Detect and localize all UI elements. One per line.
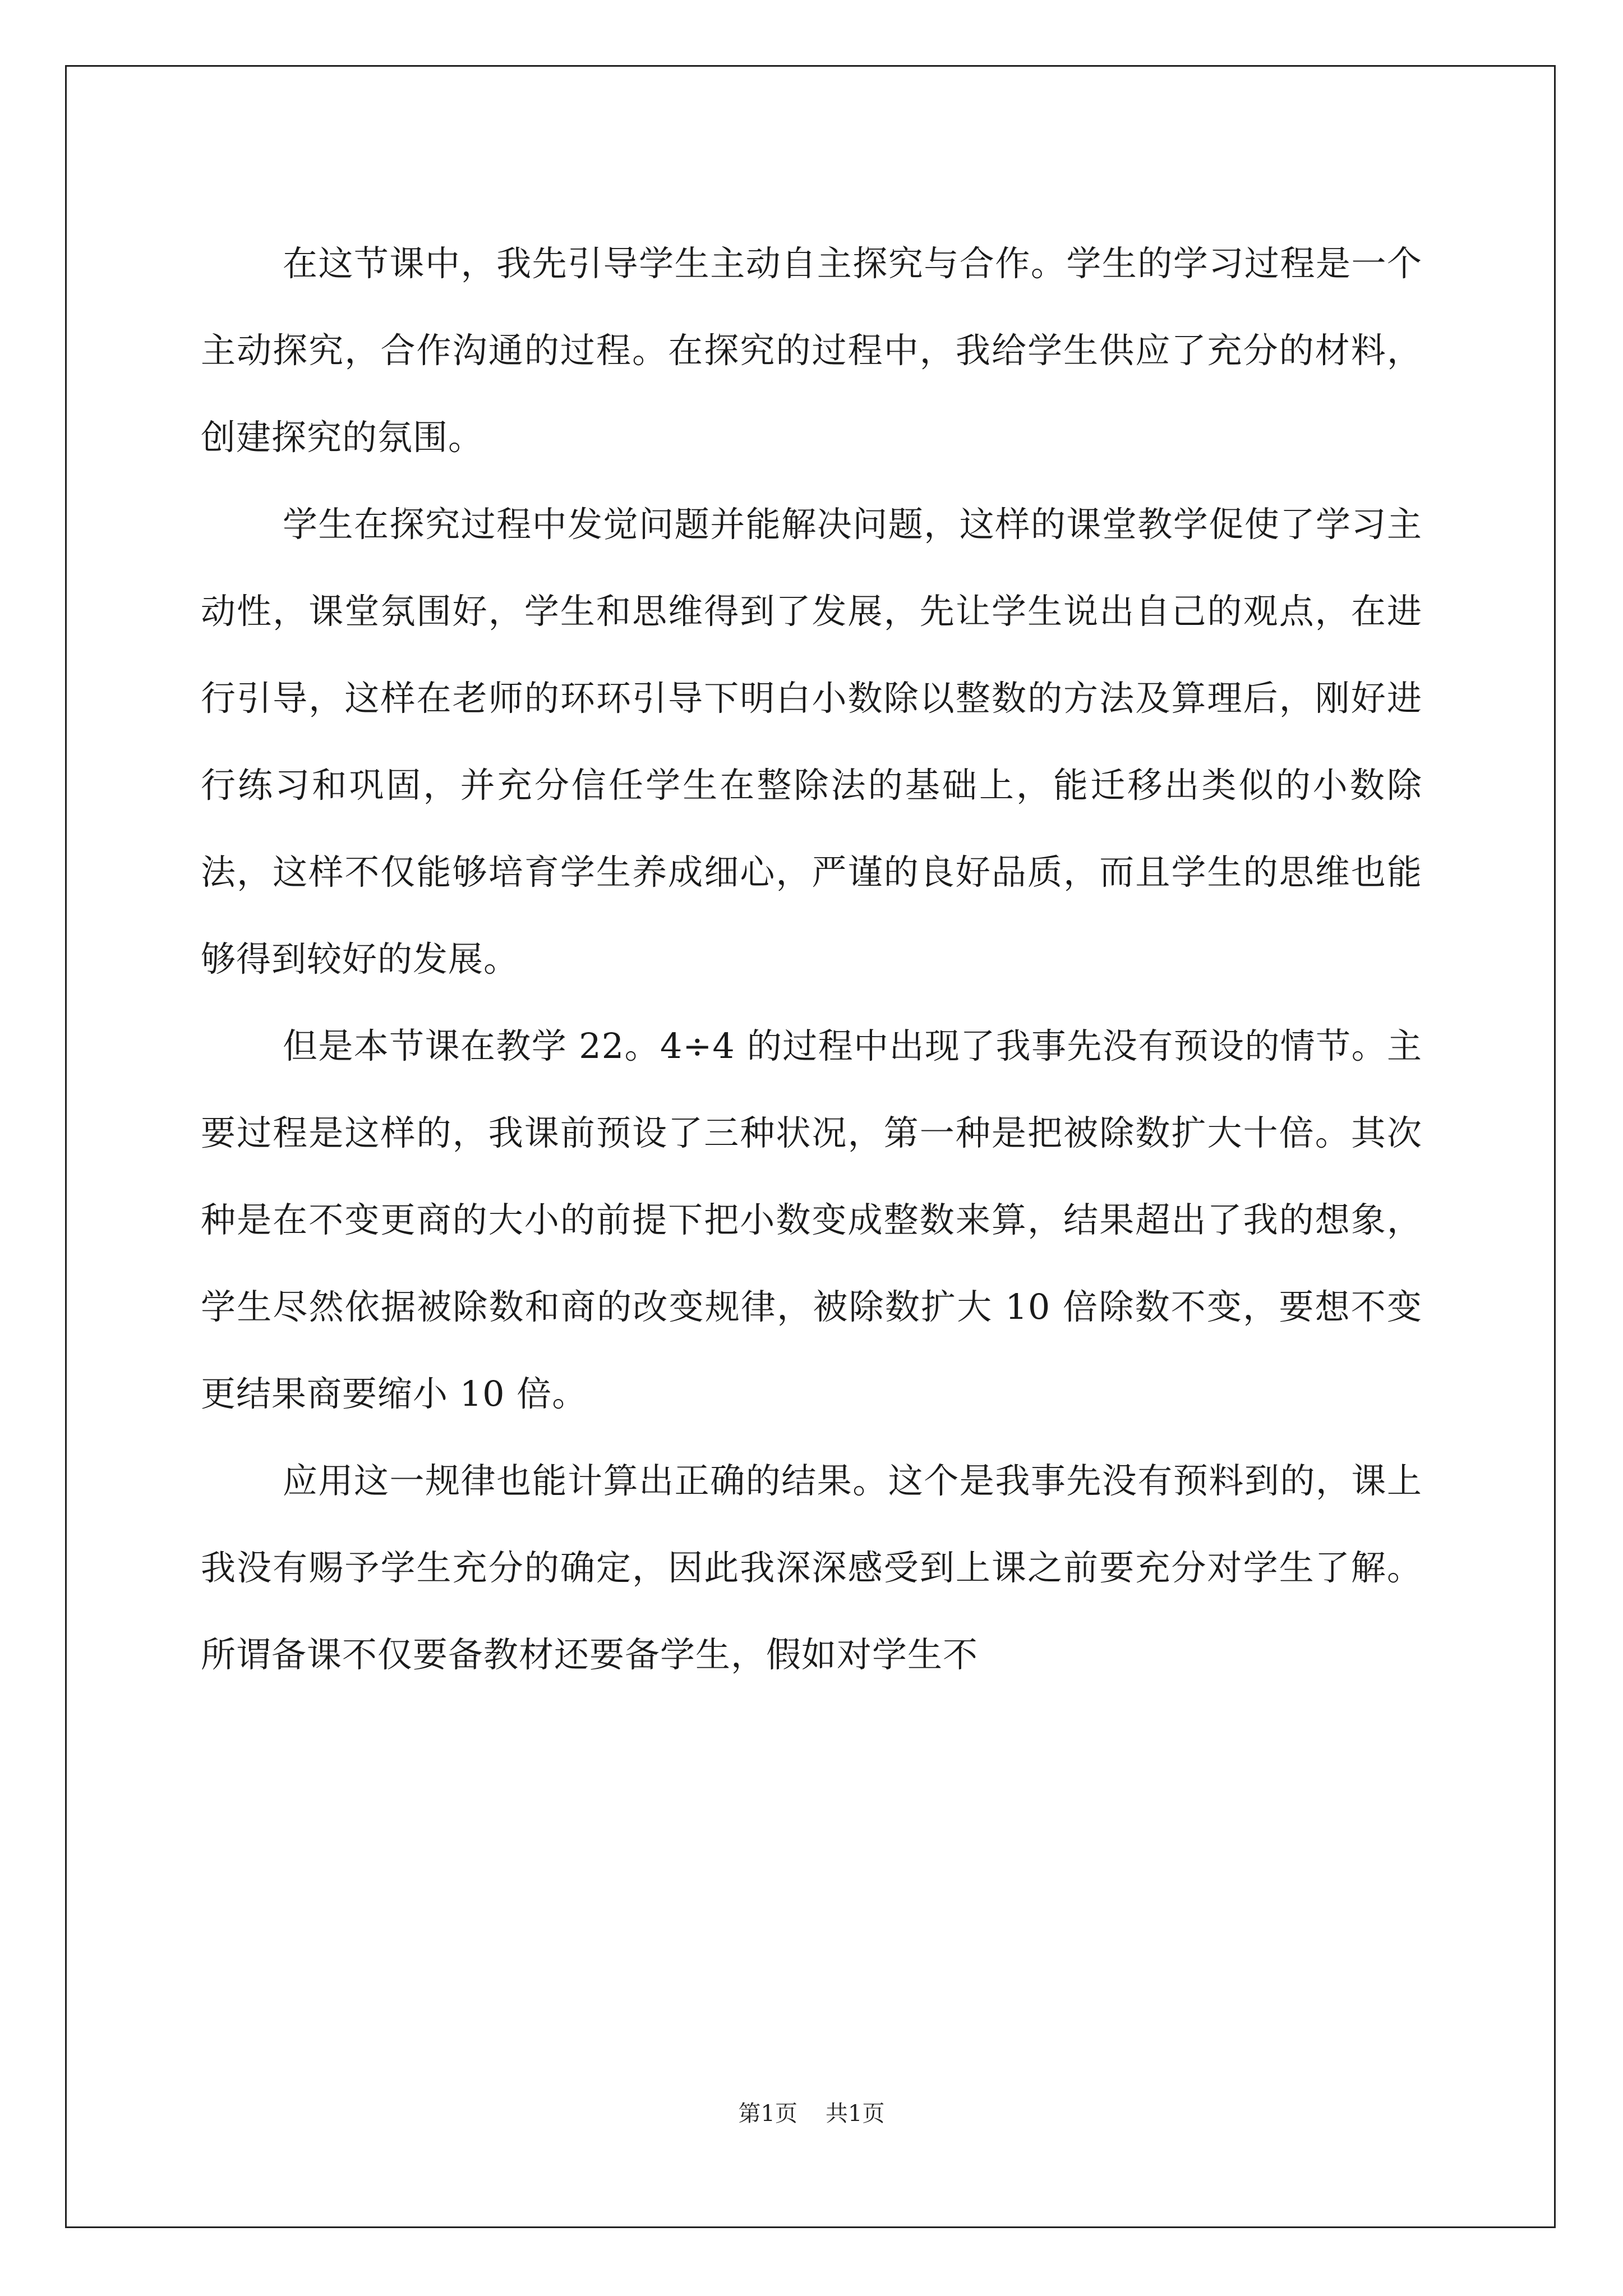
page-number: 第1页 (738, 2101, 797, 2127)
paragraph: 在这节课中，我先引导学生主动自主探究与合作。学生的学习过程是一个主动探究，合作沟通的过程。在探究的过程中，我给学生供应了充分的材料，创建探究的氛围。 (201, 243, 1422, 458)
paragraph: 应用这一规律也能计算出正确的结果。这个是我事先没有预料到的，课上我没有赐予学生充分的确定，因此我深深感受到上课之前要充分对学生了解。所谓备课不仅要备教材还要备学生，假如对学生不 (201, 1460, 1422, 1675)
document-body (201, 220, 1422, 1698)
page-total: 共1页 (826, 2101, 885, 2127)
paragraph: 但是本节课在教学 22。4÷4 的过程中出现了我事先没有预设的情节。主要过程是这样的，我课前预设了三种状况，第一种是把被除数扩大十倍。其次种是在不变更商的大小的前提下把小数变成整数来算，结果超出了我的想象，学生尽然依据被除数和商的改变规律，被除数扩大 10 倍除数不变，要想不变更结果商要缩小 10 倍。 (201, 1025, 1422, 1414)
paragraph: 学生在探究过程中发觉问题并能解决问题，这样的课堂教学促使了学习主动性，课堂氛围好，学生和思维得到了发展，先让学生说出自己的观点，在进行引导，这样在老师的环环引导下明白小数除以整数的方法及算理后，刚好进行练习和巩固，并充分信任学生在整除法的基础上，能迁移出类似的小数除法，这样不仅能够培育学生养成细心，严谨的良好品质，而且学生的思维也能够得到较好的发展。 (201, 504, 1422, 979)
page-footer (0, 2100, 1623, 2128)
